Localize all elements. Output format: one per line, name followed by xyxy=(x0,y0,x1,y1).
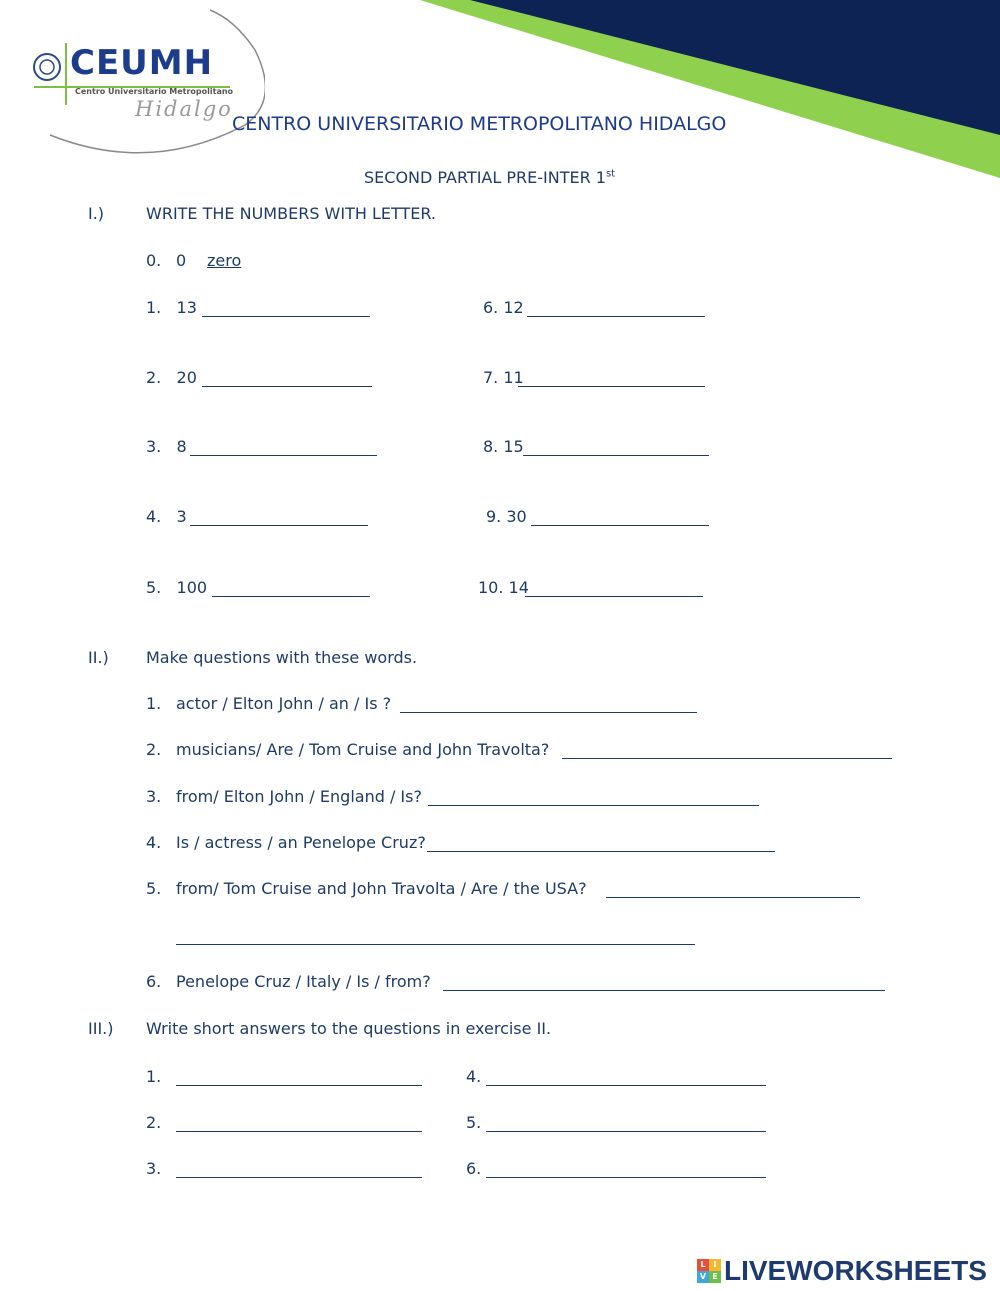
logo xyxy=(30,5,265,165)
exam-title-sup: st xyxy=(605,168,616,180)
logo-script: Hidalgo xyxy=(135,97,233,121)
answer-line[interactable] xyxy=(212,596,370,597)
number-item: 9. 30 xyxy=(486,507,527,526)
number-item: 1. 13 xyxy=(146,298,197,317)
logo-text: CEUMH xyxy=(70,43,214,83)
answer-line[interactable] xyxy=(486,1177,766,1178)
question-label: 6. xyxy=(146,972,162,991)
answer-line[interactable] xyxy=(190,525,368,526)
logo-swoosh xyxy=(30,5,265,165)
exam-title xyxy=(364,168,615,187)
example-label: 0. xyxy=(146,251,162,270)
badge-letter: E xyxy=(709,1271,721,1283)
liveworksheets-text: LIVEWORKSHEETS xyxy=(724,1255,987,1286)
liveworksheets-badge-icon xyxy=(697,1259,721,1283)
answer-line[interactable] xyxy=(486,1131,766,1132)
question-text: from/ Elton John / England / Is? xyxy=(176,787,422,806)
short-answer-label: 3. xyxy=(146,1159,162,1178)
answer-line[interactable] xyxy=(400,712,697,713)
badge-letter: L xyxy=(697,1259,709,1271)
example-number: 0 xyxy=(176,251,187,270)
section3-instruction: Write short answers to the questions in exercise II. xyxy=(146,1019,552,1038)
number-item: 4. 3 xyxy=(146,507,187,526)
question-label: 3. xyxy=(146,787,162,806)
question-label: 5. xyxy=(146,879,162,898)
short-answer-label: 6. xyxy=(466,1159,482,1178)
answer-line[interactable] xyxy=(176,1177,422,1178)
short-answer-label: 5. xyxy=(466,1113,482,1132)
answer-line[interactable] xyxy=(606,897,860,898)
section1-roman: I.) xyxy=(88,204,105,223)
section1-instruction: WRITE THE NUMBERS WITH LETTER. xyxy=(146,204,437,223)
section3-roman: III.) xyxy=(88,1019,114,1038)
answer-line[interactable] xyxy=(525,596,703,597)
number-item: 5. 100 xyxy=(146,578,208,597)
answer-line[interactable] xyxy=(527,316,705,317)
number-item: 2. 20 xyxy=(146,368,197,387)
answer-line[interactable] xyxy=(176,944,695,945)
question-text: Is / actress / an Penelope Cruz? xyxy=(176,833,426,852)
section2-roman: II.) xyxy=(88,648,109,667)
short-answer-label: 4. xyxy=(466,1067,482,1086)
answer-line[interactable] xyxy=(531,525,709,526)
question-label: 1. xyxy=(146,694,162,713)
answer-line[interactable] xyxy=(190,455,377,456)
question-label: 4. xyxy=(146,833,162,852)
answer-line[interactable] xyxy=(428,805,759,806)
answer-line[interactable] xyxy=(523,455,709,456)
number-item: 6. 12 xyxy=(483,298,524,317)
answer-line[interactable] xyxy=(562,758,892,759)
logo-subtitle: Centro Universitario Metropolitano xyxy=(75,87,234,96)
answer-line[interactable] xyxy=(486,1085,766,1086)
number-item: 3. 8 xyxy=(146,437,187,456)
number-item: 7. 11 xyxy=(483,368,524,387)
question-text: Penelope Cruz / Italy / Is / from? xyxy=(176,972,431,991)
logo-globe-icon xyxy=(34,54,60,80)
badge-letter: I xyxy=(709,1259,721,1271)
institution-title: CENTRO UNIVERSITARIO METROPOLITANO HIDALGO xyxy=(232,113,727,135)
question-label: 2. xyxy=(146,740,162,759)
answer-line[interactable] xyxy=(176,1085,422,1086)
answer-line[interactable] xyxy=(202,316,370,317)
short-answer-label: 2. xyxy=(146,1113,162,1132)
question-text: from/ Tom Cruise and John Travolta / Are / the USA? xyxy=(176,879,587,898)
answer-line[interactable] xyxy=(176,1131,422,1132)
section2-instruction: Make questions with these words. xyxy=(146,648,418,667)
answer-line[interactable] xyxy=(202,386,372,387)
example-answer: zero xyxy=(207,251,242,270)
short-answer-label: 1. xyxy=(146,1067,162,1086)
question-text: actor / Elton John / an / Is ? xyxy=(176,694,392,713)
answer-line[interactable] xyxy=(518,386,705,387)
answer-line[interactable] xyxy=(443,990,885,991)
question-text: musicians/ Are / Tom Cruise and John Travolta? xyxy=(176,740,550,759)
badge-letter: V xyxy=(697,1271,709,1283)
number-item: 10. 14 xyxy=(478,578,529,597)
number-item: 8. 15 xyxy=(483,437,524,456)
answer-line[interactable] xyxy=(427,851,775,852)
exam-title-text: SECOND PARTIAL PRE-INTER 1 xyxy=(364,168,606,187)
